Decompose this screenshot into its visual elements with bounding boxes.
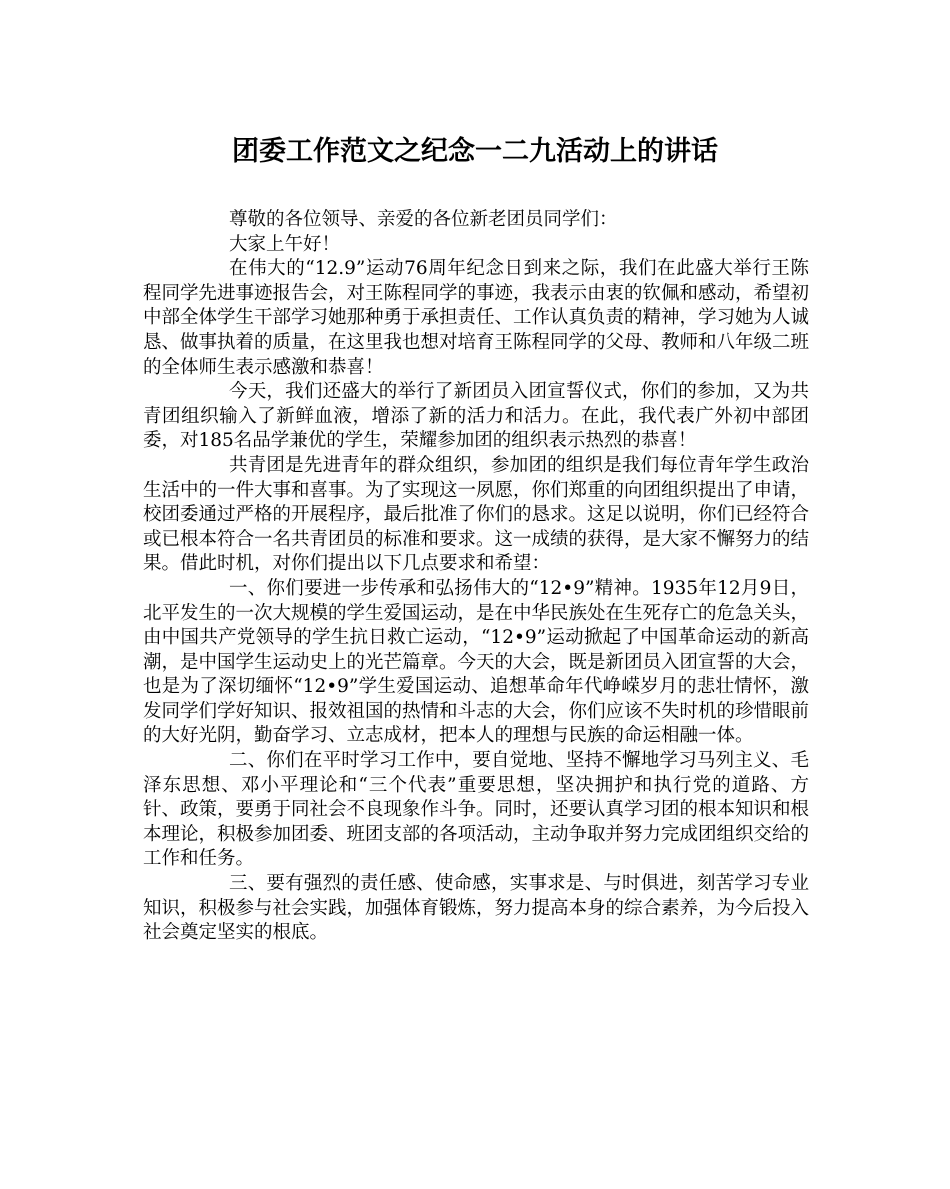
paragraph-point-three: 三、要有强烈的责任感、使命感，实事求是、与时俱进，刻苦学习专业知识，积极参与社会实践，加强体育锻炼，努力提高本身的综合素养，为今后投入社会奠定坚实的根底。 bbox=[143, 873, 810, 944]
paragraph-point-two: 二、你们在平时学习工作中，要自觉地、坚持不懈地学习马列主义、毛泽东思想、邓小平理论和“三个代表”重要思想，坚决拥护和执行党的道路、方针、政策，要勇于同社会不良现象作斗争。同时，还要认真学习团的根本知识和根本理论，积极参加团委、班团支部的各项活动，主动争取并努力完成团组织交给的工作和任务。 bbox=[143, 750, 810, 870]
document-body bbox=[143, 208, 809, 946]
paragraph-league-membership: 共青团是先进青年的群众组织，参加团的组织是我们每位青年学生政治生活中的一件大事和喜事。为了实现这一夙愿，你们郑重的向团组织提出了申请，校团委通过严格的开展程序，最后批准了你们的恳求。这足以说明，你们已经符合或已根本符合一名共青团员的标准和要求。这一成绩的获得，是大家不懈努力的结果。借此时机，对你们提出以下几点要求和希望： bbox=[143, 454, 810, 575]
document-title: 团委工作范文之纪念一二九活动上的讲话 bbox=[232, 136, 718, 167]
paragraph-salutation: 尊敬的各位领导、亲爱的各位新老团员同学们： bbox=[229, 209, 618, 230]
paragraph-greeting: 大家上午好！ bbox=[229, 233, 341, 255]
paragraph-introduction: 在伟大的“12.9”运动76周年纪念日到来之际，我们在此盛大举行王陈程同学先进事迹报告会，对王陈程同学的事迹，我表示由衷的钦佩和感动，希望初中部全体学生干部学习她那种勇于承担责任、工作认真负责的精神，学习她为人诚恳、做事执着的质量，在这里我也想对培育王陈程同学的父母、教师和八年级二班的全体师生表示感激和恭喜！ bbox=[143, 258, 810, 378]
paragraph-oath-ceremony: 今天，我们还盛大的举行了新团员入团宣誓仪式，你们的参加，又为共青团组织输入了新鲜血液，增添了新的活力和活力。在此，我代表广外初中部团委，对185名品学兼优的学生，荣耀参加团的组织表示热烈的恭喜！ bbox=[143, 381, 809, 452]
paragraph-point-one: 一、你们要进一步传承和弘扬伟大的“12•9”精神。1935年12月9日，北平发生的一次大规模的学生爱国运动，是在中华民族处在生死存亡的危急关头，由中国共产党领导的学生抗日救亡运动，“12•9”运动掀起了中国革命运动的新高潮，是中国学生运动史上的光芒篇章。今天的大会，既是新团员入团宣誓的大会，也是为了深切缅怀“12•9”学生爱国运动、追想革命年代峥嵘岁月的悲壮情怀，激发同学们学好知识、报效祖国的热情和斗志的大会，你们应该不失时机的珍惜眼前的大好光阴，勤奋学习、立志成材，把本人的理想与民族的命运相融一体。 bbox=[143, 577, 810, 747]
